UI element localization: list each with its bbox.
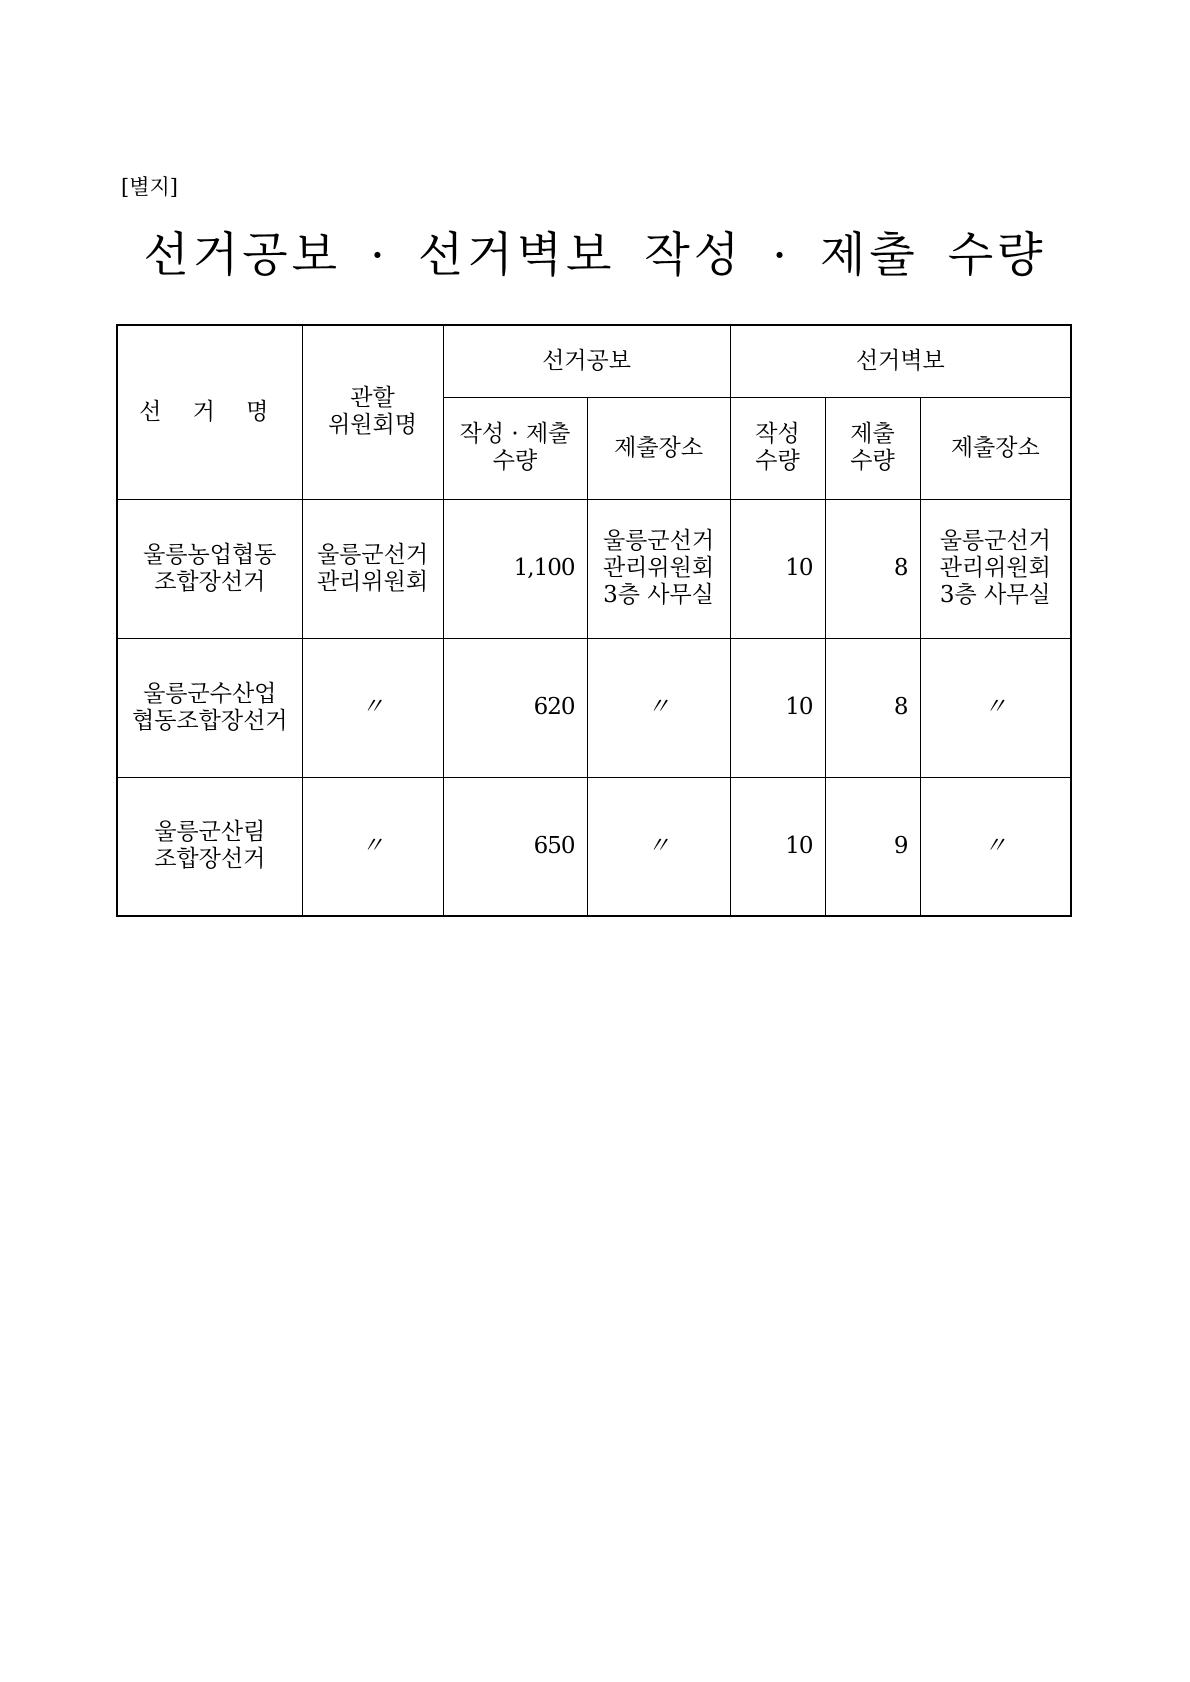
header-poster-place: 제출장소 bbox=[920, 397, 1071, 499]
cell-line: 조합장선거 bbox=[154, 846, 266, 873]
cell-committee bbox=[302, 499, 443, 638]
cell-poster-submit-qty: 8 bbox=[825, 499, 920, 638]
cell-election-name bbox=[117, 499, 302, 638]
header-bulletin-qty-line-1: 작성 · 제출 bbox=[459, 421, 571, 447]
header-poster-group: 선거벽보 bbox=[730, 325, 1071, 397]
table-row bbox=[117, 638, 1071, 777]
header-committee-line-1: 관할 bbox=[350, 385, 395, 412]
cell-poster-make-qty: 10 bbox=[730, 638, 825, 777]
cell-line: 3층 사무실 bbox=[939, 582, 1051, 608]
table-row bbox=[117, 777, 1071, 916]
cell-committee-ditto: 〃 bbox=[302, 638, 443, 777]
document-title: 선거공보 · 선거벽보 작성 · 제출 수량 bbox=[143, 228, 1047, 283]
cell-election-name bbox=[117, 777, 302, 916]
cell-line: 울릉군수산업 bbox=[143, 680, 277, 707]
cell-line: 울릉농업협동 bbox=[143, 541, 277, 568]
table-row bbox=[117, 499, 1071, 638]
cell-bulletin-place-ditto: 〃 bbox=[587, 638, 730, 777]
cell-committee-ditto: 〃 bbox=[302, 777, 443, 916]
cell-poster-submit-qty: 8 bbox=[825, 638, 920, 777]
cell-bulletin-qty: 1,100 bbox=[443, 499, 587, 638]
cell-line: 3층 사무실 bbox=[603, 582, 714, 608]
header-election-name: 선 거 명 bbox=[117, 325, 302, 499]
header-committee-line-2: 위원회명 bbox=[328, 412, 417, 439]
header-bulletin-qty-line-2: 수량 bbox=[492, 448, 538, 474]
cell-poster-place-ditto: 〃 bbox=[920, 638, 1071, 777]
header-row-groups bbox=[117, 325, 1071, 397]
header-poster-submit-qty bbox=[825, 397, 920, 499]
cell-bulletin-place bbox=[587, 499, 730, 638]
annex-label: [별지] bbox=[121, 175, 178, 199]
cell-bulletin-qty: 620 bbox=[443, 638, 587, 777]
cell-poster-make-qty: 10 bbox=[730, 777, 825, 916]
header-poster-make-qty-line-1: 작성 bbox=[755, 421, 800, 447]
cell-line: 울릉군선거 bbox=[602, 528, 715, 554]
header-committee bbox=[302, 325, 443, 499]
header-poster-submit-qty-line-1: 제출 bbox=[850, 421, 895, 447]
cell-line: 울릉군선거 bbox=[939, 528, 1051, 554]
cell-bulletin-place-ditto: 〃 bbox=[587, 777, 730, 916]
cell-line: 협동조합장선거 bbox=[131, 707, 288, 734]
cell-poster-make-qty: 10 bbox=[730, 499, 825, 638]
header-poster-submit-qty-line-2: 수량 bbox=[850, 448, 895, 474]
cell-poster-place bbox=[920, 499, 1071, 638]
header-bulletin-group: 선거공보 bbox=[443, 325, 730, 397]
header-bulletin-qty bbox=[443, 397, 587, 499]
cell-bulletin-qty: 650 bbox=[443, 777, 587, 916]
cell-line: 조합장선거 bbox=[154, 568, 266, 595]
cell-line: 관리위원회 bbox=[939, 555, 1051, 581]
cell-line: 관리위원회 bbox=[602, 555, 715, 581]
cell-line: 울릉군산림 bbox=[154, 819, 266, 846]
cell-election-name bbox=[117, 638, 302, 777]
cell-line: 관리위원회 bbox=[316, 568, 429, 595]
header-bulletin-place: 제출장소 bbox=[587, 397, 730, 499]
quantity-table bbox=[116, 324, 1072, 917]
header-poster-make-qty-line-2: 수량 bbox=[755, 448, 800, 474]
cell-line: 울릉군선거 bbox=[316, 541, 429, 568]
header-poster-make-qty bbox=[730, 397, 825, 499]
cell-poster-place-ditto: 〃 bbox=[920, 777, 1071, 916]
cell-poster-submit-qty: 9 bbox=[825, 777, 920, 916]
